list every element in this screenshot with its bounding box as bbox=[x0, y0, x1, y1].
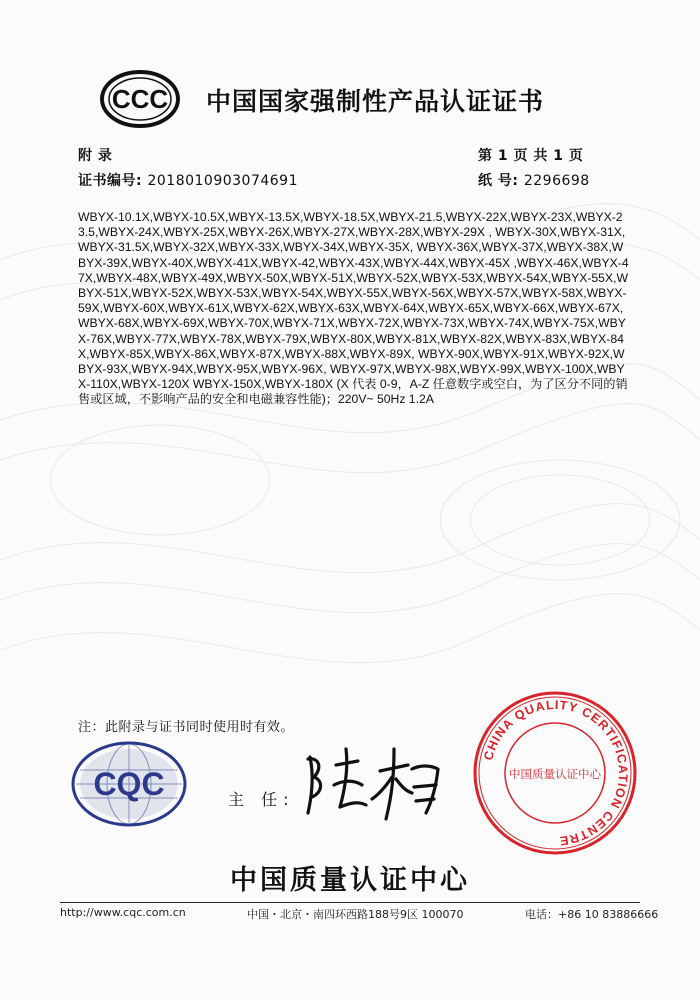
issuing-organization: 中国质量认证中心 bbox=[230, 865, 470, 896]
footer-divider bbox=[60, 902, 640, 903]
page-count: 第 1 页 共 1 页 bbox=[478, 148, 584, 164]
footer-website[interactable]: http://www.cqc.com.cn bbox=[60, 906, 186, 919]
ccc-logo bbox=[100, 70, 180, 128]
validity-note: 注：此附录与证书同时使用时有效。 bbox=[78, 720, 295, 735]
cqc-logo bbox=[70, 740, 188, 828]
paper-number-label: 纸 号: bbox=[478, 173, 519, 189]
svg-text:CQC: CQC bbox=[93, 766, 165, 802]
director-signature bbox=[296, 735, 456, 835]
certificate-number bbox=[78, 170, 298, 190]
certificate-number-value: 2018010903074691 bbox=[147, 173, 298, 189]
footer-address: 中国・北京・南四环西路188号9区 100070 bbox=[247, 908, 464, 921]
annex-label: 附 录 bbox=[78, 148, 113, 164]
svg-text:中国质量认证中心: 中国质量认证中心 bbox=[509, 767, 601, 781]
model-list: WBYX-10.1X,WBYX-10.5X,WBYX-13.5X,WBYX-18.5X,WBYX-21.5,WBYX-22X,WBYX-23X,WBYX-23.5,WBYX-24X,WBYX-25X,WBYX-26X,WBYX-27X,WBYX-28X,WBYX-29X , WBYX-30X,WBYX-31X,WBYX-31.5X,WBYX-32X,WBYX-33X,WBYX-34X,WBYX-35X, WBYX-36X,WBYX-37X,WBYX-38X,WBYX-39X,WBYX-40X,WBYX-41X,WBYX-42,WBYX-43X,WBYX-44X,WBYX-45X ,WBYX-46X,WBYX-47X,WBYX-48X,WBYX-49X,WBYX-50X,WBYX-51X,WBYX-52X,WBYX-53X,WBYX-54X,WBYX-55X,WBYX-51X,WBYX-52X,WBYX-53X,WBYX-54X,WBYX-55X,WBYX-56X,WBYX-57X,WBYX-58X,WBYX-59X,WBYX-60X,WBYX-61X,WBYX-62X,WBYX-63X,WBYX-64X,WBYX-65X,WBYX-66X,WBYX-67X,WBYX-68X,WBYX-69X,WBYX-70X,WBYX-71X,WBYX-72X,WBYX-73X,WBYX-74X,WBYX-75X,WBYX-76X,WBYX-77X,WBYX-78X,WBYX-79X,WBYX-80X,WBYX-81X,WBYX-82X,WBYX-83X,WBYX-84X,WBYX-85X,WBYX-86X,WBYX-87X,WBYX-88X,WBYX-89X, WBYX-90X,WBYX-91X,WBYX-92X,WBYX-93X,WBYX-94X,WBYX-95X,WBYX-96X, WBYX-97X,WBYX-98X,WBYX-99X,WBYX-100X,WBYX-110X,WBYX-120X WBYX-150X,WBYX-180X (X 代表 0-9，A-Z 任意数字或空白，为了区分不同的销售或区域，不影响产品的安全和电磁兼容性能)；220V~ 50Hz 1.2A bbox=[78, 210, 629, 407]
director-label: 主 任: bbox=[228, 790, 295, 809]
official-seal bbox=[470, 688, 640, 858]
footer-phone: 电话：+86 10 83886666 bbox=[525, 908, 659, 921]
svg-text:CHINA QUALITY CERTIFICATION CE: CHINA QUALITY CERTIFICATION CENTRE bbox=[481, 697, 631, 848]
certificate-number-label: 证书编号: bbox=[78, 173, 143, 189]
paper-number bbox=[478, 170, 590, 190]
svg-text:CCC: CCC bbox=[111, 84, 169, 114]
paper-number-value: 2296698 bbox=[523, 173, 590, 189]
certificate-title: 中国国家强制性产品认证证书 bbox=[206, 87, 545, 116]
